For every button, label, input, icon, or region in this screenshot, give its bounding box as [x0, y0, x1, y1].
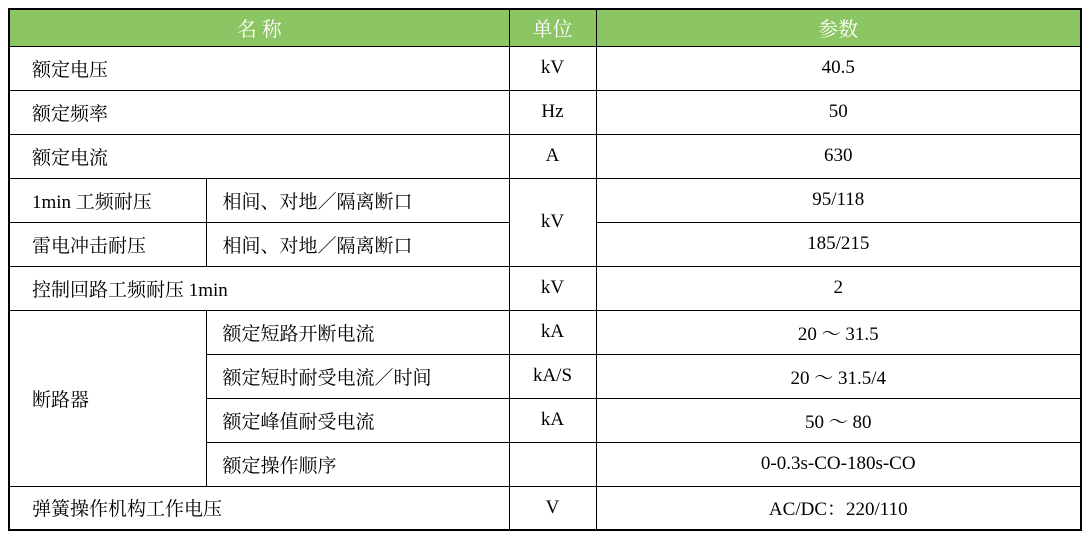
peak-withstand-current-param-cell: 50 ～ 80 [596, 398, 1081, 442]
lightning-impulse-param-cell: 185/215 [596, 222, 1081, 266]
table-row [9, 134, 1081, 178]
table-header-row [9, 9, 1081, 46]
header-unit-cell: 单位 [509, 9, 596, 46]
rated-voltage-unit-cell: kV [509, 46, 596, 90]
peak-withstand-current-unit-cell: kA [509, 398, 596, 442]
spec-table [8, 8, 1082, 531]
table-row [9, 178, 1081, 222]
table-row [9, 90, 1081, 134]
operation-sequence-sub-cell: 额定操作顺序 [206, 442, 509, 486]
breaking-current-sub-cell: 额定短路开断电流 [206, 310, 509, 354]
table-row [9, 46, 1081, 90]
lightning-impulse-sub-cell: 相间、对地／隔离断口 [206, 222, 509, 266]
power-freq-withstand-sub-cell: 相间、对地／隔离断口 [206, 178, 509, 222]
spring-mechanism-unit-cell: V [509, 486, 596, 530]
control-circuit-param-cell: 2 [596, 266, 1081, 310]
rated-frequency-name-cell: 额定频率 [9, 90, 509, 134]
spring-mechanism-name-cell: 弹簧操作机构工作电压 [9, 486, 509, 530]
rated-frequency-unit-cell: Hz [509, 90, 596, 134]
table-row [9, 310, 1081, 354]
header-name-cell: 名 称 [9, 9, 509, 46]
rated-current-unit-cell: A [509, 134, 596, 178]
short-time-current-param-cell: 20 ～ 31.5/4 [596, 354, 1081, 398]
rated-current-param-cell: 630 [596, 134, 1081, 178]
control-circuit-name-cell: 控制回路工频耐压 1min [9, 266, 509, 310]
rated-voltage-name-cell: 额定电压 [9, 46, 509, 90]
breaker-group-name-cell: 断路器 [9, 310, 206, 486]
breaking-current-param-cell: 20 ～ 31.5 [596, 310, 1081, 354]
rated-frequency-param-cell: 50 [596, 90, 1081, 134]
table-row [9, 266, 1081, 310]
short-time-current-unit-cell: kA/S [509, 354, 596, 398]
withstand-unit-cell: kV [509, 178, 596, 266]
operation-sequence-param-cell: 0-0.3s-CO-180s-CO [596, 442, 1081, 486]
spring-mechanism-param-cell: AC/DC：220/110 [596, 486, 1081, 530]
rated-current-name-cell: 额定电流 [9, 134, 509, 178]
breaking-current-unit-cell: kA [509, 310, 596, 354]
peak-withstand-current-sub-cell: 额定峰值耐受电流 [206, 398, 509, 442]
lightning-impulse-name-cell: 雷电冲击耐压 [9, 222, 206, 266]
power-freq-withstand-param-cell: 95/118 [596, 178, 1081, 222]
header-param-cell: 参数 [596, 9, 1081, 46]
power-freq-withstand-name-cell: 1min 工频耐压 [9, 178, 206, 222]
short-time-current-sub-cell: 额定短时耐受电流／时间 [206, 354, 509, 398]
table-row [9, 486, 1081, 530]
rated-voltage-param-cell: 40.5 [596, 46, 1081, 90]
operation-sequence-unit-cell [509, 442, 596, 486]
control-circuit-unit-cell: kV [509, 266, 596, 310]
